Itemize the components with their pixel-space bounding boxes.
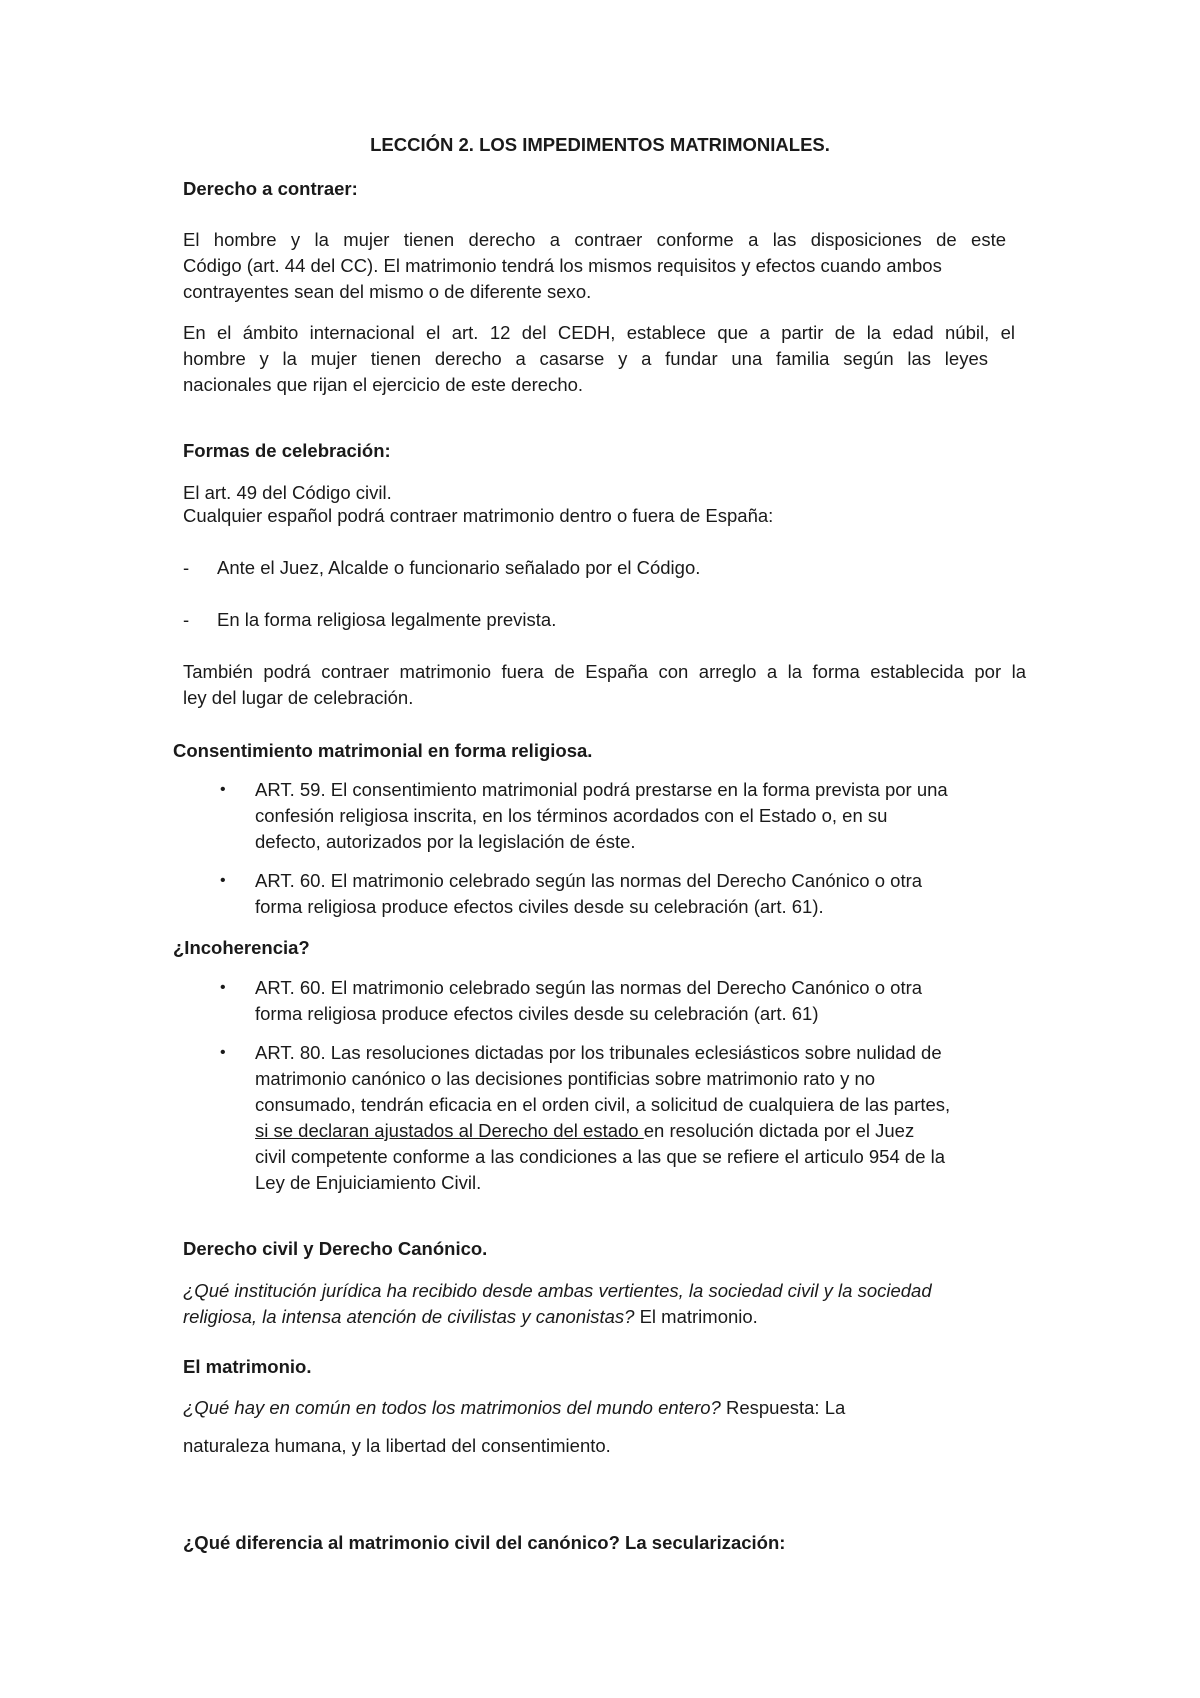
list-item: confesión religiosa inscrita, en los términos acordados con el Estado o, en su [255, 805, 888, 826]
list-item: defecto, autorizados por la legislación de éste. [255, 831, 636, 852]
paragraph-line: nacionales que rijan el ejercicio de este derecho. [183, 374, 584, 395]
dash-marker: - [183, 609, 190, 630]
list-item: civil competente conforme a las condiciones a las que se refiere el articulo 954 de la [255, 1146, 946, 1167]
list-item: En la forma religiosa legalmente prevista. [217, 609, 557, 630]
list-item: si se declaran ajustados al Derecho del estado en resolución dictada por el Juez [255, 1120, 915, 1141]
paragraph-line: El art. 49 del Código civil. [183, 482, 392, 503]
bullet-icon: • [220, 979, 226, 996]
list-item: ART. 59. El consentimiento matrimonial podrá prestarse en la forma prevista por una [255, 779, 948, 800]
heading-formas-celebracion: Formas de celebración: [183, 440, 391, 461]
paragraph-line: También podrá contraer matrimonio fuera de España con arreglo a la forma establecida por la [183, 661, 1026, 682]
bullet-icon: • [220, 781, 226, 798]
heading-diferencia-civil-canonico: ¿Qué diferencia al matrimonio civil del canónico? La secularización: [183, 1532, 786, 1553]
heading-derecho-civil-canonico: Derecho civil y Derecho Canónico. [183, 1238, 488, 1259]
paragraph-line: Cualquier español podrá contraer matrimonio dentro o fuera de España: [183, 505, 774, 526]
list-item: Ley de Enjuiciamiento Civil. [255, 1172, 482, 1193]
paragraph-line: naturaleza humana, y la libertad del consentimiento. [183, 1435, 611, 1456]
list-item: ART. 60. El matrimonio celebrado según las normas del Derecho Canónico o otra [255, 977, 923, 998]
list-item: forma religiosa produce efectos civiles desde su celebración (art. 61) [255, 1003, 819, 1024]
bullet-icon: • [220, 1044, 226, 1061]
list-item: ART. 80. Las resoluciones dictadas por los tribunales eclesiásticos sobre nulidad de [255, 1042, 942, 1063]
paragraph-line: ley del lugar de celebración. [183, 687, 414, 708]
list-item: consumado, tendrán eficacia en el orden civil, a solicitud de cualquiera de las partes, [255, 1094, 951, 1115]
bullet-icon: • [220, 872, 226, 889]
heading-derecho-contraer: Derecho a contraer: [183, 178, 358, 199]
list-item: ART. 60. El matrimonio celebrado según las normas del Derecho Canónico o otra [255, 870, 923, 891]
paragraph-line: ¿Qué institución jurídica ha recibido desde ambas vertientes, la sociedad civil y la sociedad [183, 1280, 932, 1301]
heading-consentimiento-religioso: Consentimiento matrimonial en forma religiosa. [173, 740, 593, 761]
paragraph-line: religiosa, la intensa atención de civilistas y canonistas? El matrimonio. [183, 1306, 758, 1327]
list-item: matrimonio canónico o las decisiones pontificias sobre matrimonio rato y no [255, 1068, 876, 1089]
paragraph-line: Código (art. 44 del CC). El matrimonio tendrá los mismos requisitos y efectos cuando ambos [183, 255, 942, 276]
dash-marker: - [183, 557, 190, 578]
paragraph-line: contrayentes sean del mismo o de diferente sexo. [183, 281, 592, 302]
paragraph-line: En el ámbito internacional el art. 12 del CEDH, establece que a partir de la edad núbil, el [183, 322, 1015, 343]
list-item: Ante el Juez, Alcalde o funcionario señalado por el Código. [217, 557, 701, 578]
heading-el-matrimonio: El matrimonio. [183, 1356, 312, 1377]
paragraph-line: El hombre y la mujer tienen derecho a contraer conforme a las disposiciones de este [183, 229, 1006, 250]
paragraph-line: ¿Qué hay en común en todos los matrimonios del mundo entero? Respuesta: La [183, 1397, 846, 1418]
paragraph-line: hombre y la mujer tienen derecho a casarse y a fundar una familia según las leyes [183, 348, 988, 369]
heading-incoherencia: ¿Incoherencia? [173, 937, 310, 958]
list-item: forma religiosa produce efectos civiles desde su celebración (art. 61). [255, 896, 824, 917]
page-title: LECCIÓN 2. LOS IMPEDIMENTOS MATRIMONIALES. [370, 134, 830, 155]
underlined-phrase: si se declaran ajustados al Derecho del estado [255, 1120, 644, 1141]
